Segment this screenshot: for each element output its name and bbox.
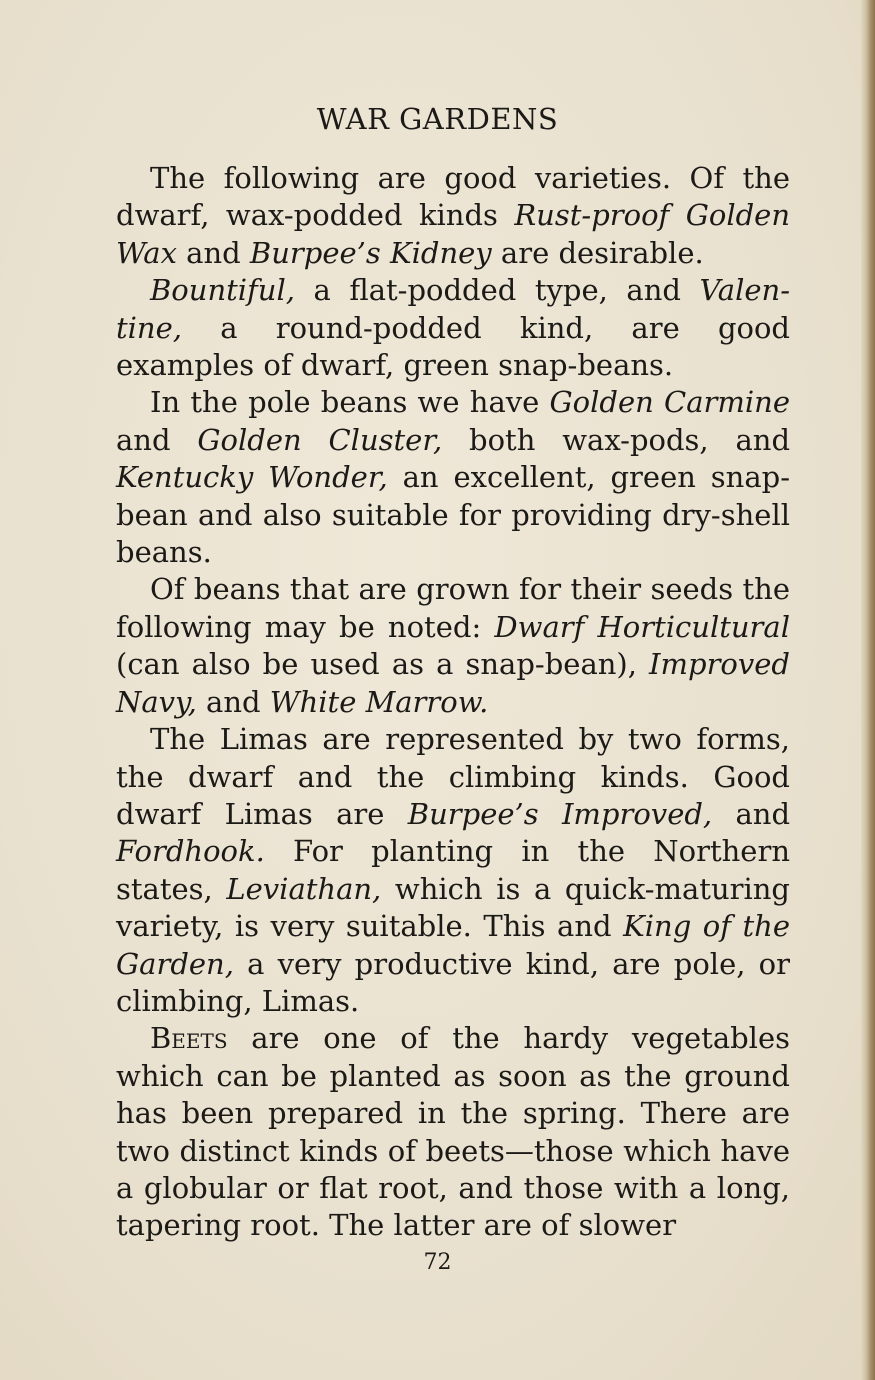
variety-name: Bountiful, bbox=[150, 273, 295, 308]
text: a very productive kind, are pole, or climbing, Limas. bbox=[116, 946, 790, 1018]
variety-name: Valentine, bbox=[116, 273, 790, 345]
paragraph-1 bbox=[116, 160, 790, 272]
variety-name: White Marrow. bbox=[269, 684, 489, 719]
variety-name: Improved Navy, bbox=[116, 647, 790, 719]
text: which is a quick-maturing variety, is very suitable. This and bbox=[116, 871, 790, 944]
paragraph-2 bbox=[116, 272, 790, 384]
variety-name: Dwarf Horticultural bbox=[494, 609, 790, 644]
body-text bbox=[116, 160, 790, 1245]
text: Of beans that are grown for their seeds the following may be noted: bbox=[116, 572, 790, 644]
paragraph-5 bbox=[116, 721, 790, 1020]
variety-name: Golden Carmine bbox=[549, 385, 790, 420]
variety-name: Golden Cluster, bbox=[197, 422, 443, 457]
page-edge-shadow bbox=[861, 0, 875, 1380]
paragraph-3 bbox=[116, 384, 790, 571]
text: are desirable. bbox=[491, 235, 704, 270]
page-number: 72 bbox=[423, 1250, 452, 1275]
text: and bbox=[712, 796, 791, 831]
text: (can also be used as a snap-bean), bbox=[116, 647, 650, 682]
text: The Limas are represented by two forms, the dwarf and the climbing kinds. Good dwarf Limas are bbox=[116, 722, 790, 831]
text: are one of the hardy vegetables which can be planted as soon as the ground has been prepared in the spring. There are two distinct kinds of beets—those which have a globular or flat root, and those with a long, tapering root. The latter are of slower bbox=[116, 1021, 790, 1243]
text: both wax-pods, and bbox=[442, 422, 791, 457]
text: an excellent, green snap-bean and also suitable for providing dry-shell beans. bbox=[116, 460, 790, 570]
variety-name: Leviathan, bbox=[226, 871, 382, 906]
variety-name: Rust-proof Golden Wax bbox=[116, 198, 790, 270]
variety-name: Burpee’s Kidney bbox=[249, 235, 492, 270]
variety-name: Burpee’s Improved, bbox=[407, 796, 713, 831]
paragraph-6 bbox=[116, 1020, 790, 1244]
text: and bbox=[196, 684, 270, 719]
variety-name: Kentucky Wonder, bbox=[116, 460, 388, 495]
text: For planting in the Northern states, bbox=[116, 834, 790, 906]
text: a flat-podded type, and bbox=[294, 273, 700, 308]
running-header: WAR GARDENS bbox=[316, 102, 559, 136]
text: In the pole beans we have bbox=[150, 385, 550, 420]
section-term: Beets bbox=[150, 1021, 228, 1056]
text: and bbox=[116, 422, 198, 457]
text: The following are good varieties. Of the dwarf, wax-podded kinds bbox=[116, 161, 790, 233]
paragraph-4 bbox=[116, 571, 790, 721]
text: and bbox=[176, 235, 250, 270]
variety-name: King of the Garden, bbox=[116, 909, 790, 981]
variety-name: Fordhook. bbox=[116, 834, 265, 869]
text: a round-podded kind, are good examples of dwarf, green snap-beans. bbox=[116, 310, 790, 383]
